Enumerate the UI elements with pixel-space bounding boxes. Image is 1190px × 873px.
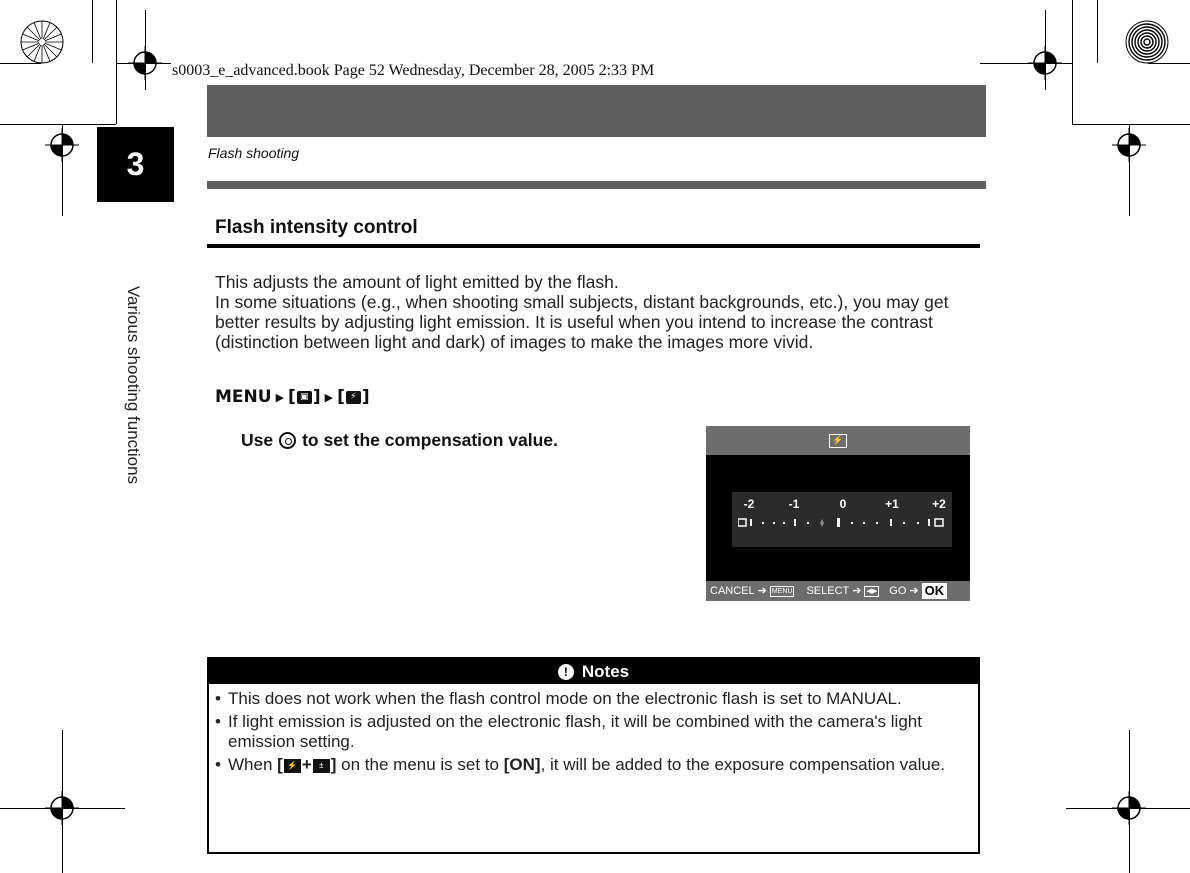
tick-label: -1 xyxy=(788,497,800,511)
arrow-pad-icon xyxy=(279,432,296,449)
flash-compensation-icon: ⚡ xyxy=(829,434,847,448)
arrow-right-icon: ▶ xyxy=(324,390,334,404)
flash-compensation-icon: ⚡ xyxy=(346,391,361,404)
menu-key: MENU xyxy=(771,587,793,595)
instruction-prefix: Use xyxy=(241,430,274,450)
cancel-label: CANCEL xyxy=(710,585,755,597)
arrow-right-icon: ➔ xyxy=(852,585,862,597)
target-mark-icon xyxy=(128,46,162,80)
compensation-scale xyxy=(732,492,952,547)
ok-key: OK xyxy=(922,583,948,599)
chapter-number: 3 xyxy=(126,146,145,182)
go-label: GO xyxy=(889,585,907,597)
notes-box xyxy=(207,657,980,854)
target-mark-icon xyxy=(45,128,79,162)
flash-compensation-menu: [ ⚡ ] xyxy=(337,387,370,407)
tick-label: +2 xyxy=(932,497,946,511)
chapter-title: Various shooting functions xyxy=(124,285,143,485)
body-paragraph: In some situations (e.g., when shooting small subjects, distant backgrounds, etc.), you may get better results by adjusting light emission. It is useful when you intend to increase the contrast (distinction between light and dark) of images to make the images more vivid. xyxy=(215,292,949,352)
target-mark-icon xyxy=(45,791,79,825)
tick-label: +1 xyxy=(885,497,899,511)
notes-list xyxy=(215,689,970,778)
concentric-mark-icon xyxy=(1125,20,1169,64)
note-item: • When [ ⚡ + ± ] on the menu is set to [ON], it will be added to the exposure compensation value. xyxy=(215,755,970,775)
note-item: • If light emission is adjusted on the electronic flash, it will be combined with the camera's light emission setting. xyxy=(215,712,970,752)
page-heading: Flash intensity control xyxy=(215,217,418,238)
exposure-compensation-icon: ± xyxy=(313,759,330,773)
target-mark-icon xyxy=(1112,128,1146,162)
instruction xyxy=(241,430,558,451)
menu-label: MENU xyxy=(215,387,272,407)
arrow-right-icon: ➔ xyxy=(909,585,919,597)
body-paragraph: This adjusts the amount of light emitted by the flash. xyxy=(215,272,619,292)
section-label: Flash shooting xyxy=(208,145,300,161)
book-header: s0003_e_advanced.book Page 52 Wednesday, December 28, 2005 2:33 PM xyxy=(172,62,655,79)
target-mark-icon xyxy=(1028,46,1062,80)
instruction-suffix: to set the compensation value. xyxy=(302,430,558,450)
camera-2-icon: ▣ xyxy=(297,391,312,404)
header-band xyxy=(207,85,986,137)
chapter-tab xyxy=(97,127,174,202)
starburst-mark-icon xyxy=(20,20,64,64)
menu-path xyxy=(215,387,370,407)
select-label: SELECT xyxy=(806,585,850,597)
target-mark-icon xyxy=(1112,791,1146,825)
heading-rule xyxy=(207,244,980,248)
camera-2-menu: [ ▣ ] xyxy=(288,387,321,407)
lcd-footer xyxy=(706,581,970,601)
tick-label: -2 xyxy=(743,497,755,511)
left-right-key-icon: ◀▶ xyxy=(866,587,878,595)
lcd-title-bar xyxy=(706,426,970,455)
arrow-right-icon: ➔ xyxy=(757,585,767,597)
lcd-screen xyxy=(706,426,970,601)
notes-header xyxy=(209,659,978,684)
notes-title: Notes xyxy=(581,661,630,681)
flash-compensation-icon: ⚡ xyxy=(284,759,301,773)
warning-icon: ! xyxy=(558,664,574,680)
scale-ticks xyxy=(738,518,946,528)
arrow-right-icon: ▶ xyxy=(275,390,285,404)
tick-label: 0 xyxy=(839,497,847,511)
note-item: • This does not work when the flash control mode on the electronic flash is set to MANUAL. xyxy=(215,689,970,709)
body-text xyxy=(215,272,985,352)
header-rule xyxy=(207,181,986,189)
